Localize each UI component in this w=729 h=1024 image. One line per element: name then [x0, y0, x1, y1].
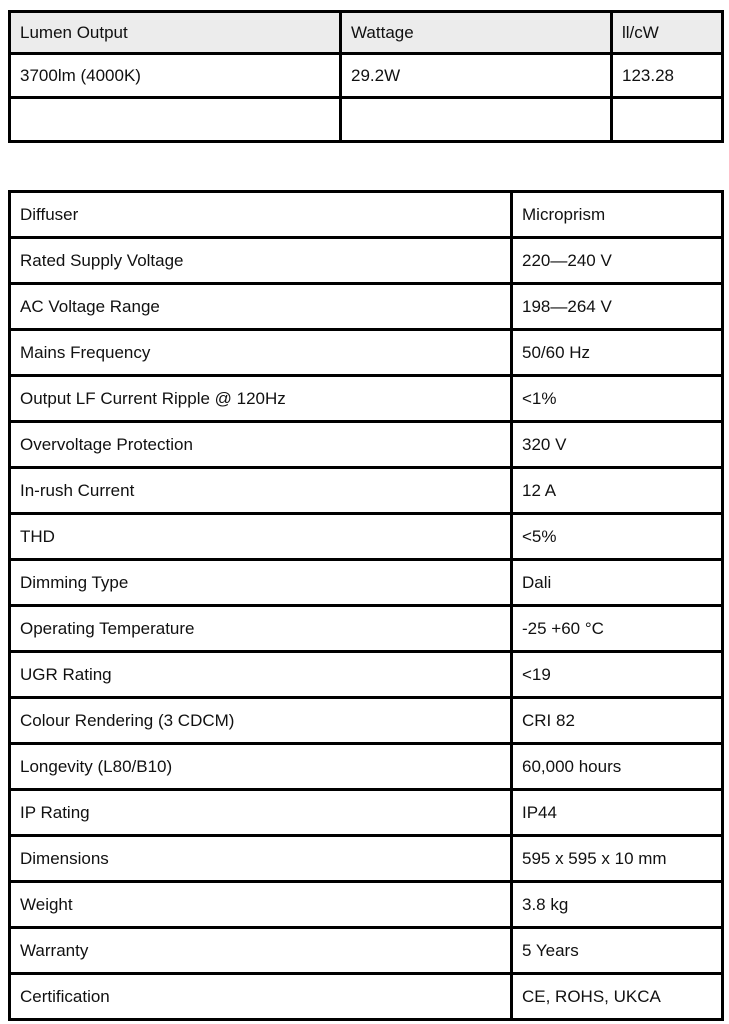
- performance-value-row: [10, 54, 723, 98]
- spec-row: [10, 928, 723, 974]
- spec-row: [10, 560, 723, 606]
- empty-cell: [10, 98, 341, 142]
- spec-label-cell: Rated Supply Voltage: [10, 238, 512, 284]
- spec-value-cell: <5%: [512, 514, 723, 560]
- spec-label-cell: IP Rating: [10, 790, 512, 836]
- spec-row: [10, 652, 723, 698]
- spec-row: [10, 514, 723, 560]
- spec-value-cell: 595 x 595 x 10 mm: [512, 836, 723, 882]
- spec-row: [10, 376, 723, 422]
- spec-row: [10, 330, 723, 376]
- spec-label-cell: In-rush Current: [10, 468, 512, 514]
- spec-value-cell: 220—240 V: [512, 238, 723, 284]
- spec-value-cell: 198—264 V: [512, 284, 723, 330]
- spec-value-cell: IP44: [512, 790, 723, 836]
- spec-row: [10, 606, 723, 652]
- spec-label-cell: Certification: [10, 974, 512, 1020]
- spec-value-cell: <19: [512, 652, 723, 698]
- spec-row: [10, 698, 723, 744]
- spec-value-cell: Dali: [512, 560, 723, 606]
- spec-label-cell: AC Voltage Range: [10, 284, 512, 330]
- spec-label-cell: Colour Rendering (3 CDCM): [10, 698, 512, 744]
- performance-header-wattage: Wattage: [341, 12, 612, 54]
- spec-row: [10, 422, 723, 468]
- spec-value-cell: CE, ROHS, UKCA: [512, 974, 723, 1020]
- spec-label-cell: Diffuser: [10, 192, 512, 238]
- spec-row: [10, 974, 723, 1020]
- spec-label-cell: Overvoltage Protection: [10, 422, 512, 468]
- spec-table-body: [10, 192, 723, 1020]
- spec-value-cell: 50/60 Hz: [512, 330, 723, 376]
- spec-label-cell: Warranty: [10, 928, 512, 974]
- spec-value-cell: CRI 82: [512, 698, 723, 744]
- spec-row: [10, 882, 723, 928]
- spec-label-cell: Operating Temperature: [10, 606, 512, 652]
- spec-value-cell: 12 A: [512, 468, 723, 514]
- spec-value-cell: 5 Years: [512, 928, 723, 974]
- spec-label-cell: Dimming Type: [10, 560, 512, 606]
- llcw-value-cell: 123.28: [612, 54, 723, 98]
- spec-value-cell: Microprism: [512, 192, 723, 238]
- performance-table-body: [10, 54, 723, 142]
- performance-table: [8, 10, 724, 143]
- spec-label-cell: Weight: [10, 882, 512, 928]
- performance-empty-row: [10, 98, 723, 142]
- lumen-output-value-cell: 3700lm (4000K): [10, 54, 341, 98]
- spec-row: [10, 836, 723, 882]
- spec-label-cell: THD: [10, 514, 512, 560]
- performance-header-lumen-output: Lumen Output: [10, 12, 341, 54]
- spec-row: [10, 744, 723, 790]
- spec-value-cell: 3.8 kg: [512, 882, 723, 928]
- performance-header-row: [10, 12, 723, 54]
- spec-row: [10, 238, 723, 284]
- spec-label-cell: Output LF Current Ripple @ 120Hz: [10, 376, 512, 422]
- wattage-value-cell: 29.2W: [341, 54, 612, 98]
- spec-label-cell: Longevity (L80/B10): [10, 744, 512, 790]
- empty-cell: [612, 98, 723, 142]
- spec-value-cell: <1%: [512, 376, 723, 422]
- spec-table: [8, 190, 724, 1021]
- spec-row: [10, 790, 723, 836]
- spec-label-cell: Mains Frequency: [10, 330, 512, 376]
- spec-value-cell: 320 V: [512, 422, 723, 468]
- spec-label-cell: Dimensions: [10, 836, 512, 882]
- performance-header-llcw: ll/cW: [612, 12, 723, 54]
- spec-value-cell: 60,000 hours: [512, 744, 723, 790]
- spec-row: [10, 468, 723, 514]
- spec-value-cell: -25 +60 °C: [512, 606, 723, 652]
- spec-row: [10, 284, 723, 330]
- empty-cell: [341, 98, 612, 142]
- spec-row: [10, 192, 723, 238]
- spec-label-cell: UGR Rating: [10, 652, 512, 698]
